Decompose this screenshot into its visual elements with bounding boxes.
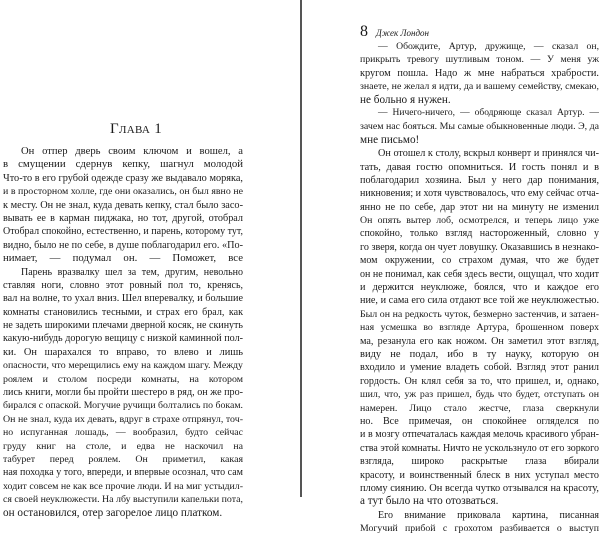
- text-line: спокойно, только взгляд настороженный, словно у: [360, 228, 599, 240]
- text-line: Его внимание приковала картина, писанная: [378, 509, 599, 521]
- text-line: ная походка у того, впереди, и впервые осознал, что сам: [3, 467, 243, 479]
- text-line: Он отошел к столу, вскрыл конверт и принялся чи-: [378, 148, 599, 160]
- text-line: ная усмешка во взгляде Артура, брошенном поверх: [360, 322, 599, 334]
- chapter-title: Глава 1: [109, 121, 162, 137]
- right-page: [302, 0, 600, 535]
- text-line: Он не знал, куда их девать, вдруг в страхе отпрянул, точ-: [3, 413, 243, 425]
- page-number: 8: [360, 23, 368, 40]
- text-line: но испуганная лошадь, — вообразил, будто сейчас: [3, 427, 243, 439]
- text-line: груду книг на столе, и едва не наскочил на: [3, 440, 243, 452]
- text-line: Парень вразвалку шел за тем, другим, невольно: [21, 266, 243, 278]
- text-line: — Обождите, Артур, дружище, — сказал он,: [378, 41, 599, 52]
- text-line: янно не по себе, дар этот ни на минуту не изменил: [360, 201, 599, 213]
- text-line: го зверя, когда он чует ловушку. Оказавшись в незнако-: [360, 241, 599, 253]
- text-line: красоту, и воинственный блеск в них уступал место: [360, 469, 599, 481]
- text-line: плому сиянию. Он всегда чутко отзывался на красоту,: [360, 482, 599, 494]
- text-line: комнаты становились тесными, и страх его брал, как: [3, 306, 243, 318]
- text-line: нимает, — подумал он. — Поможет, все: [3, 252, 243, 265]
- text-line: и в мозгу отпечаталась каждая мелочь красивого убран-: [360, 429, 599, 441]
- text-line: а тут было на что отозваться.: [360, 495, 499, 508]
- text-line: вывать ее в карман пиджака, но тот, другой, отобрал: [3, 212, 243, 224]
- text-line: ходит совсем не как все прочие люди. И на миг устыдил-: [3, 480, 243, 492]
- text-line: мне письмо!: [360, 133, 420, 146]
- text-line: лись книги, могли бы пройти шестеро в ряд, он же про-: [3, 387, 243, 399]
- text-line: никновения; и хотя чувствовалось, что ему сейчас отча-: [360, 188, 599, 200]
- text-line: Что-то в его грубой одежде сразу же выдавало моряка,: [3, 172, 243, 184]
- text-line: не больно я нужен.: [360, 93, 451, 106]
- text-line: и в просторном холле, где они оказались, он был явно не: [3, 186, 243, 198]
- left-page-text: [3, 145, 243, 520]
- text-line: не задеть широкими плечами дверной косяк, не скинуть: [3, 320, 243, 332]
- text-line: виду не подал, ибо в ту науку, которую он: [360, 348, 599, 360]
- text-line: к месту. Он не знал, куда девать кепку, стал было засо-: [3, 199, 243, 211]
- text-line: ние, и сама его сила отдают все той же неуклюжестью.: [360, 295, 599, 307]
- text-line: Могучий прибой с грохотом разбивается о выступ: [360, 523, 599, 535]
- text-line: Он отпер дверь своим ключом и вошел, а: [21, 146, 243, 157]
- text-line: опасности, что мерещились ему на каждом шагу. Между: [3, 360, 243, 372]
- text-line: в смущении сдернув кепку, шагнул молодой: [3, 158, 243, 171]
- text-line: — Ничего-ничего, — ободряюще сказал Артур. —: [378, 107, 599, 118]
- text-line: Был он на редкость чуток, безмерно застенчив, и затаен-: [360, 308, 599, 320]
- text-line: он не понимал, как себя здесь вести, ощущал, что ходит: [360, 268, 599, 280]
- text-line: мом окружении, со страхом думая, что же будет: [360, 255, 599, 267]
- text-line: табурет перед роялем. Он приметил, какая: [3, 453, 243, 465]
- text-line: кругом пошла. Надо ж мне набраться храбрости.: [360, 67, 599, 79]
- text-line: ся своей неуклюжести. На лбу выступили капельки пота,: [3, 494, 243, 506]
- right-page-text: [360, 40, 599, 535]
- left-page: [0, 0, 300, 519]
- text-line: вал на волне, то ухал вниз. Шел вперевалку, и большие: [3, 293, 243, 305]
- text-line: прикрыть тревогу шутливым тоном. — У меня уж: [360, 54, 599, 66]
- text-line: и держится неуклюже, боялся, что и каждое его: [360, 282, 599, 294]
- text-line: но. Все примечая, он спокойнее огляделся по: [360, 415, 599, 427]
- text-line: бирался с опаской. Могучие ручищи болтались по бокам.: [3, 400, 243, 412]
- running-head-author: Джек Лондон: [376, 28, 430, 38]
- text-line: взгляда, широко раскрытые глаза вбирали: [360, 456, 599, 468]
- text-line: видно, было не по себе, в душе поблагодарил его. «По-: [3, 239, 243, 251]
- text-line: Он опять вытер лоб, осмотрелся, и теперь лицо уже: [360, 215, 599, 227]
- text-line: ма, резанула его как ножом. Он заметил этот взгляд,: [360, 335, 599, 347]
- text-line: тать, давая гостю опомниться. И гость понял и в: [360, 161, 599, 173]
- text-line: роялем и столом посреди комнаты, на котором: [3, 373, 243, 385]
- text-line: он остановился, отер загорелое лицо платком.: [3, 506, 223, 519]
- text-line: входило и умение владеть собой. Взгляд этот ранил: [360, 362, 599, 374]
- running-head: [360, 23, 429, 41]
- text-line: Отобрал спокойно, естественно, и парень, которому тут,: [3, 226, 243, 238]
- text-line: ки. Он шарахался то вправо, то влево и лишь: [3, 346, 243, 358]
- text-line: ставляя ноги, словно этот ровный пол то, кренясь,: [3, 279, 243, 291]
- text-line: намерен. Лицо стало жестче, глаза сверкнули: [360, 402, 599, 414]
- text-line: какую-нибудь дорогую вещицу с низкой каминной пол-: [3, 333, 243, 345]
- text-line: зачем нас бояться. Мы самые обыкновенные люди. Э, да: [360, 121, 599, 133]
- text-line: гордость. Он клял себя за то, что пришел, и, однако,: [360, 375, 599, 387]
- text-line: ства этой комнаты. Ничто не ускользнуло от его зоркого: [360, 442, 599, 454]
- text-line: шил, что, уж раз пришел, будь что будет, отступать он: [360, 389, 599, 401]
- text-line: поблагодарил хозяина. Был у него дар понимания,: [360, 174, 599, 186]
- text-line: знаете, не желал я идти, да и вашему семейству, смекаю,: [360, 81, 599, 93]
